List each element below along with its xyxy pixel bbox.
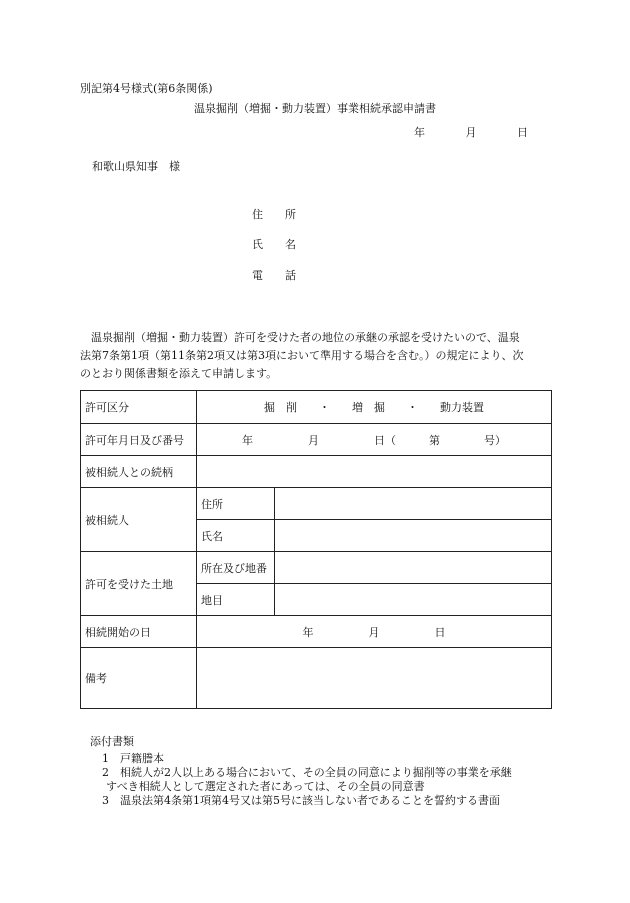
statement-line-1: 温泉掘削（増掘・動力装置）許可を受けた者の地位の承継の承認を受けたいので、温泉 [91,331,520,344]
attachments-list [102,752,562,808]
document-title: 温泉掘削（増掘・動力装置）事業相続承認申請書 [194,102,436,115]
land-location-value[interactable] [275,552,552,584]
applicant-name-label: 氏 名 [252,238,296,251]
permit-date-value[interactable]: 年 月 日（ 第 号） [197,424,552,456]
date-line [414,124,528,140]
decedent-address-label: 住所 [197,488,275,520]
applicant-address-label: 住 所 [252,208,296,221]
row-remarks [81,648,552,709]
attachments-title: 添付書類 [90,735,134,748]
decedent-label: 被相続人 [81,488,197,552]
application-form-table [80,390,552,709]
date-day: 日 [517,126,528,139]
land-category-value[interactable] [275,584,552,616]
row-permit-date [81,424,552,456]
decedent-name-label: 氏名 [197,520,275,552]
start-date-value[interactable]: 年 月 日 [197,616,552,648]
row-relation [81,456,552,488]
remarks-value[interactable] [197,648,552,709]
attachment-item-2: 2 相続人が2人以上ある場合において、その全員の同意により掘削等の事業を承継 [102,766,512,779]
land-location-label: 所在及び地番 [197,552,275,584]
row-start-date [81,616,552,648]
statement-line-3: のとおり関係書類を添えて申請します。 [80,367,278,380]
permit-type-value: 掘 削 ・ 増 掘 ・ 動力装置 [197,391,552,424]
permit-date-label: 許可年月日及び番号 [81,424,197,456]
applicant-phone-label: 電 話 [252,269,296,282]
land-label: 許可を受けた土地 [81,552,197,616]
date-month: 月 [465,126,477,139]
attachment-item-3: 3 温泉法第4条第1項第4号又は第5号に該当しない者であることを誓約する書面 [102,794,500,807]
date-year: 年 [414,126,425,139]
decedent-name-value[interactable] [275,520,552,552]
addressee: 和歌山県知事 様 [92,160,180,173]
row-decedent-address [81,488,552,520]
relation-value[interactable] [197,456,552,488]
attachment-item-2-continued: すべき相続人として選定された者にあっては、その全員の同意書 [106,780,425,793]
application-statement [80,329,560,383]
statement-line-2: 法第7条第1項（第11条第2項又は第3項において準用する場合を含む。）の規定により、次 [80,349,524,362]
attachment-item-1: 1 戸籍謄本 [102,752,164,765]
land-category-label: 地目 [197,584,275,616]
permit-type-label: 許可区分 [81,391,197,424]
form-label: 別記第4号様式(第6条関係) [80,82,213,95]
decedent-address-value[interactable] [275,488,552,520]
remarks-label: 備考 [81,648,197,709]
relation-label: 被相続人との続柄 [81,456,197,488]
start-date-label: 相続開始の日 [81,616,197,648]
row-permit-type [81,391,552,424]
row-land-location [81,552,552,584]
